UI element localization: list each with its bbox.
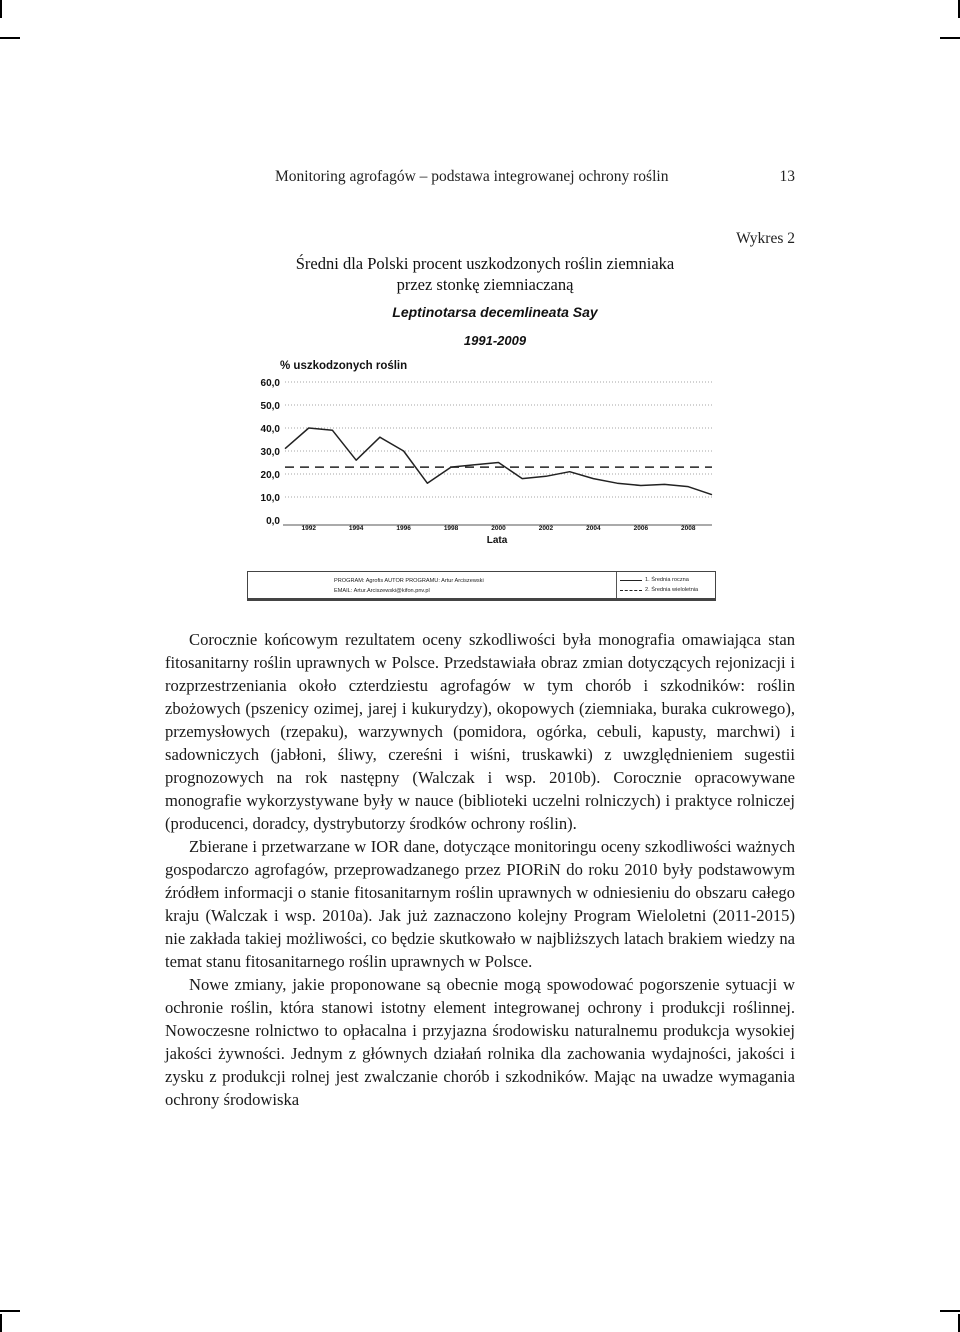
chart-info-box [247, 571, 716, 601]
running-title: Monitoring agrofagów – podstawa integrowanej ochrony roślin [275, 168, 669, 185]
legend-solid-line [620, 580, 642, 581]
legend-item-annual [620, 575, 698, 585]
figure-title-line1: Średni dla Polski procent uszkodzonych roślin ziemniaka [295, 254, 675, 273]
x-tick-label: 2004 [586, 525, 601, 532]
paragraph-1: Corocznie końcowym rezultatem oceny szkodliwości była monografia omawiająca stan fitosanitarny roślin uprawnych w Polsce. Przedstawiała obraz zmian dotyczących rejonizacji i rozprzestrzeniania około czterdziestu agrofagów w tym chorób i szkodników: roślin zbożowych (pszenicy ozimej, jarej i kukurydzy), okopowych (ziemniaka, buraka cukrowego), przemysłowych (rzepaku), warzywnych (pomidora, ogórka, cebuli, kapusty, marchwi) i sadowniczych (jabłoni, śliwy, czereśni i wiśni, truskawki) z uwzględnieniem sugestii prognozowych na rok następny (Walczak i wsp. 2010b). Corocznie opracowywane monografie wykorzystywane były w nauce (biblioteki uczelni rolniczych) i praktyce rolniczej (producenci, doradcy, dystrybutorzy środków ochrony roślin). [165, 630, 795, 833]
legend-item-longterm [620, 585, 698, 595]
x-tick-label: 1992 [301, 525, 316, 532]
figure-title-line2: przez stonkę ziemniaczaną [396, 275, 574, 294]
x-tick-label: 2002 [538, 525, 554, 532]
legend-dashed-line [620, 590, 642, 591]
x-tick-label: 1994 [348, 525, 364, 532]
chart-subtitle: 1991-2009 [463, 333, 527, 348]
email-info-line: EMAIL: Artur.Arciszewski@kifon.pnv.pl [334, 588, 430, 594]
legend-label: 2. Średnia wieloletnia [645, 587, 699, 593]
x-tick-label: 1996 [396, 525, 411, 532]
x-tick-label: 2006 [633, 525, 649, 532]
y-tick-label: 20,0 [260, 470, 280, 481]
series-line-1 [285, 428, 712, 495]
y-tick-label: 30,0 [260, 447, 280, 458]
crop-mark [940, 1310, 960, 1312]
x-tick-label: 1998 [443, 525, 459, 532]
x-axis-label: Lata [486, 535, 508, 546]
crop-mark [940, 37, 960, 39]
chart-title: Leptinotarsa decemlineata Say [392, 304, 598, 320]
y-tick-label: 60,0 [260, 378, 280, 389]
y-tick-label: 40,0 [260, 424, 280, 435]
x-tick-label: 2008 [681, 525, 696, 532]
y-tick-label: 10,0 [260, 493, 280, 504]
crop-mark [0, 1314, 2, 1332]
paragraph-2: Zbierane i przetwarzane w IOR dane, dotyczące monitoringu oceny szkodliwości ważnych gospodarczo agrofagów, przeprowadzanego przez PIORiN do roku 2010 były podstawowym źródłem informacji o stanie fitosanitarnym roślin uprawnych w odniesieniu do obszaru całego kraju (Walczak i wsp. 2010a). Jak już zaznaczono kolejny Program Wieloletni (2011-2015) nie zakłada takiej możliwości, co będzie skutkowało w najbliższych latach brakiem wiedzy na temat stanu fitosanitarnego roślin uprawnych w Polsce. [165, 837, 795, 971]
crop-mark [0, 1310, 20, 1312]
x-tick-label: 2000 [491, 525, 506, 532]
body-text [165, 628, 795, 1111]
figure-label: Wykres 2 [736, 230, 795, 247]
y-axis-label: % uszkodzonych roślin [280, 360, 408, 372]
crop-mark [0, 0, 2, 18]
page-number: 13 [779, 168, 795, 185]
crop-mark [0, 37, 20, 39]
program-info-line: PROGRAM: Agrofis AUTOR PROGRAMU: Artur Arciszewski [334, 578, 484, 584]
line-chart [240, 300, 730, 555]
paragraph-3: Nowe zmiany, jakie proponowane są obecnie mogą spowodować pogorszenie sytuacji w ochronie roślin, która stanowi istotny element integrowanej ochrony i produkcji roślinnej. Nowoczesne rolnictwo to opłacalna i przyjazna środowisku naturalnemu produkcja wysokiej jakości żywności. Jednym z głównych działań rolnika dla zachowania wydajności, jakości i zysku z produkcji rolnej jest zwalczanie chorób i szkodników. Mając na uwadze wymagania ochrony środowiska [165, 975, 795, 1109]
y-tick-label: 50,0 [260, 401, 280, 412]
program-info [334, 576, 484, 596]
chart-legend [620, 575, 698, 595]
y-tick-label: 0,0 [266, 516, 280, 527]
legend-label: 1. Średnia roczna [645, 577, 689, 583]
info-divider [616, 572, 617, 598]
